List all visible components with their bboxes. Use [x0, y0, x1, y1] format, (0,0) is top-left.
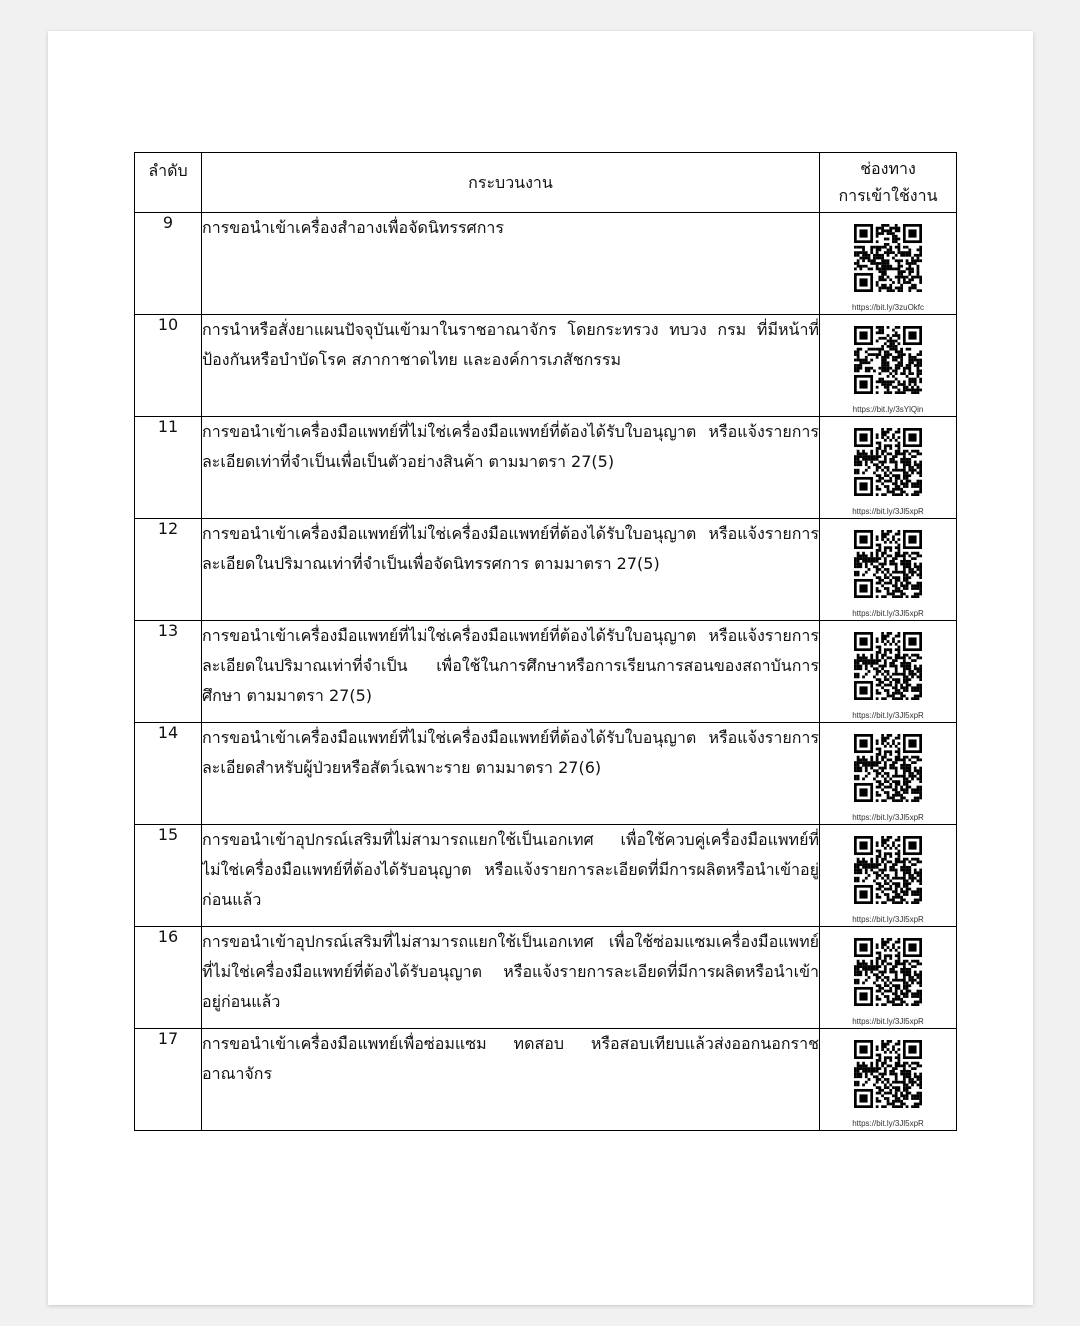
channel-url[interactable]: https://bit.ly/3zuOkfc: [851, 303, 925, 312]
row-number: 17: [135, 1029, 202, 1131]
table-row: [135, 621, 957, 723]
process-name: การขอนำเข้าอุปกรณ์เสริมที่ไม่สามารถแยกใช้เป็นเอกเทศ เพื่อใช้ควบคู่เครื่องมือแพทย์ที่ไม่ใช่เครื่องมือแพทย์ที่ต้องได้รับอนุญาต หรือแจ้งรายการละเอียดที่มีการผลิตหรือนำเข้าอยู่ก่อนแล้ว: [202, 825, 820, 927]
qr-code-icon[interactable]: [854, 1040, 922, 1108]
qr-code-icon[interactable]: [854, 632, 922, 700]
process-name: การนำหรือสั่งยาแผนปัจจุบันเข้ามาในราชอาณาจักร โดยกระทรวง ทบวง กรม ที่มีหน้าที่ป้องกันหรือบำบัดโรค สภากาชาดไทย และองค์การเภสัชกรรม: [202, 315, 820, 417]
qr-code-icon[interactable]: [854, 938, 922, 1006]
process-name: การขอนำเข้าเครื่องมือแพทย์เพื่อซ่อมแซม ทดสอบ หรือสอบเทียบแล้วส่งออกนอกราชอาณาจักร: [202, 1029, 820, 1131]
channel-cell: [820, 1029, 957, 1131]
channel-url[interactable]: https://bit.ly/3Jl5xpR: [852, 711, 924, 720]
table-row: [135, 519, 957, 621]
process-name: การขอนำเข้าเครื่องมือแพทย์ที่ไม่ใช่เครื่องมือแพทย์ที่ต้องได้รับใบอนุญาต หรือแจ้งรายการละเอียดในปริมาณเท่าที่จำเป็นเพื่อจัดนิทรรศการ ตามมาตรา 27(5): [202, 519, 820, 621]
process-name: การขอนำเข้าเครื่องมือแพทย์ที่ไม่ใช่เครื่องมือแพทย์ที่ต้องได้รับใบอนุญาต หรือแจ้งรายการละเอียดเท่าที่จำเป็นเพื่อเป็นตัวอย่างสินค้า ตามมาตรา 27(5): [202, 417, 820, 519]
qr-code-icon[interactable]: [854, 326, 922, 394]
channel-url[interactable]: https://bit.ly/3Jl5xpR: [852, 507, 924, 516]
header-channel-line2: การเข้าใช้งาน: [838, 186, 938, 205]
row-number: 13: [135, 621, 202, 723]
row-number: 9: [135, 213, 202, 315]
process-name: การขอนำเข้าเครื่องมือแพทย์ที่ไม่ใช่เครื่องมือแพทย์ที่ต้องได้รับใบอนุญาต หรือแจ้งรายการละเอียดสำหรับผู้ป่วยหรือสัตว์เฉพาะราย ตามมาตรา 27(6): [202, 723, 820, 825]
channel-url[interactable]: https://bit.ly/3Jl5xpR: [852, 1017, 924, 1026]
channel-cell: [820, 417, 957, 519]
table-row: [135, 1029, 957, 1131]
qr-code-icon[interactable]: [854, 224, 922, 292]
channel-url[interactable]: https://bit.ly/3Jl5xpR: [852, 813, 924, 822]
process-name: การขอนำเข้าอุปกรณ์เสริมที่ไม่สามารถแยกใช้เป็นเอกเทศ เพื่อใช้ซ่อมแซมเครื่องมือแพทย์ที่ไม่ใช่เครื่องมือแพทย์ที่ต้องได้รับอนุญาต หรือแจ้งรายการละเอียดที่มีการผลิตหรือนำเข้าอยู่ก่อนแล้ว: [202, 927, 820, 1029]
qr-code-icon[interactable]: [854, 734, 922, 802]
header-channel-line1: ช่องทาง: [860, 159, 916, 178]
table-row: [135, 213, 957, 315]
channel-url[interactable]: https://bit.ly/3Jl5xpR: [852, 609, 924, 618]
table-header-row: [135, 153, 957, 213]
table-row: [135, 927, 957, 1029]
table-row: [135, 825, 957, 927]
channel-url[interactable]: https://bit.ly/3Jl5xpR: [852, 915, 924, 924]
channel-url[interactable]: https://bit.ly/3Jl5xpR: [852, 1119, 924, 1128]
header-no: ลำดับ: [135, 153, 202, 213]
row-number: 14: [135, 723, 202, 825]
row-number: 15: [135, 825, 202, 927]
row-number: 12: [135, 519, 202, 621]
qr-code-icon[interactable]: [854, 836, 922, 904]
qr-code-icon[interactable]: [854, 530, 922, 598]
process-name: การขอนำเข้าเครื่องสำอางเพื่อจัดนิทรรศการ: [202, 213, 820, 315]
row-number: 10: [135, 315, 202, 417]
channel-cell: [820, 315, 957, 417]
table-row: [135, 723, 957, 825]
channel-cell: [820, 621, 957, 723]
channel-cell: [820, 927, 957, 1029]
row-number: 16: [135, 927, 202, 1029]
channel-cell: [820, 213, 957, 315]
process-name: การขอนำเข้าเครื่องมือแพทย์ที่ไม่ใช่เครื่องมือแพทย์ที่ต้องได้รับใบอนุญาต หรือแจ้งรายการละเอียดในปริมาณเท่าที่จำเป็น เพื่อใช้ในการศึกษาหรือการเรียนการสอนของสถาบันการศึกษา ตามมาตรา 27(5): [202, 621, 820, 723]
channel-cell: [820, 723, 957, 825]
header-process: กระบวนงาน: [202, 153, 820, 213]
channel-cell: [820, 825, 957, 927]
process-table: [134, 152, 957, 1131]
table-row: [135, 315, 957, 417]
row-number: 11: [135, 417, 202, 519]
channel-cell: [820, 519, 957, 621]
channel-url[interactable]: https://bit.ly/3sYlQin: [852, 405, 924, 414]
header-channel: [820, 153, 957, 213]
table-row: [135, 417, 957, 519]
document-page: [48, 31, 1033, 1305]
qr-code-icon[interactable]: [854, 428, 922, 496]
